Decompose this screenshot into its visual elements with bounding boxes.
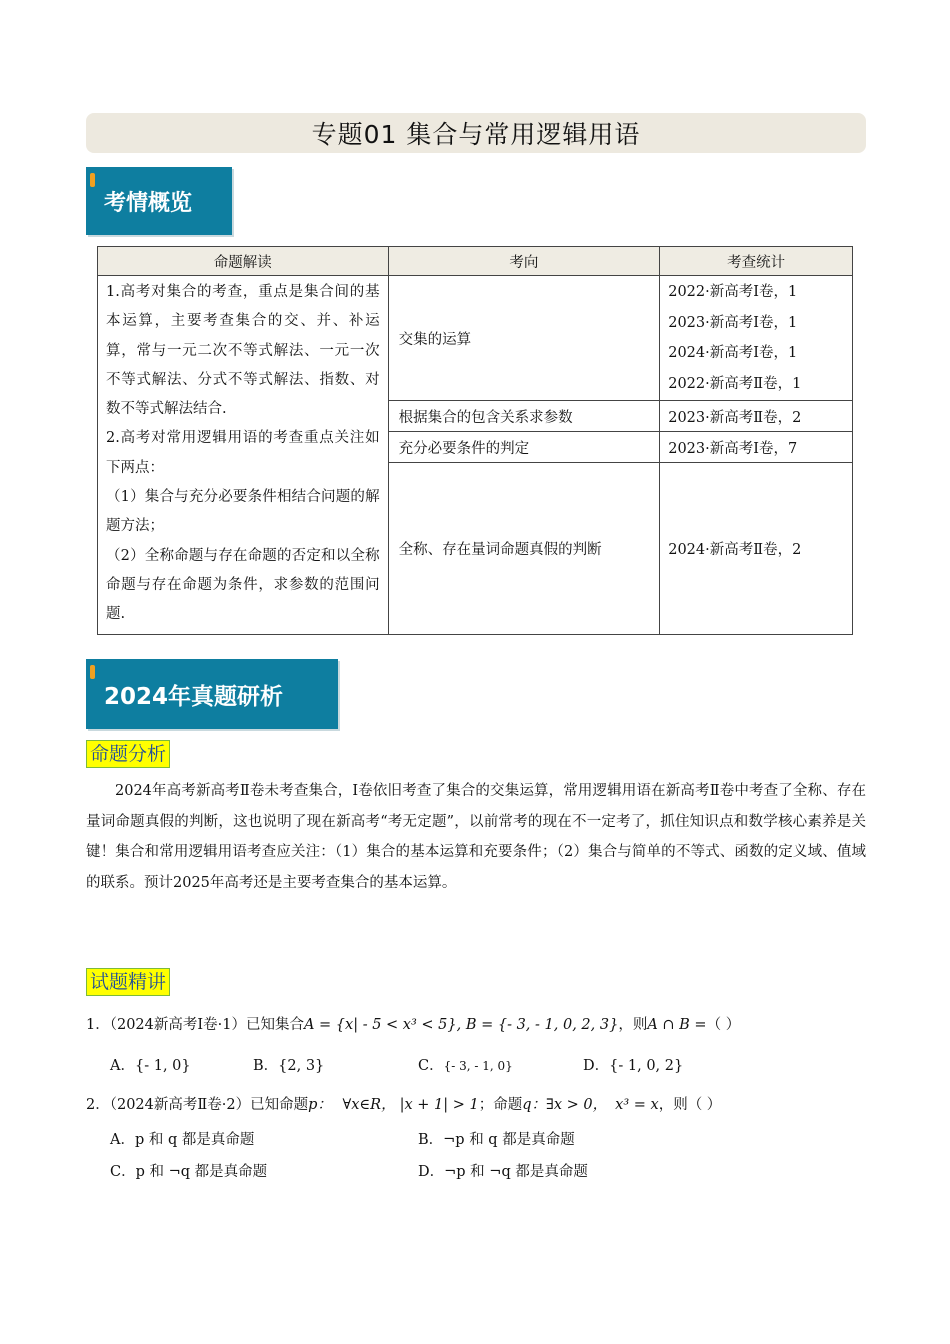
section-badge-label: 考情概览 (104, 190, 193, 216)
option-letter: A． (110, 1132, 135, 1148)
option-letter: C． (110, 1164, 136, 1180)
description-paragraph: 1.高考对集合的考查，重点是集合间的基本运算，主要考查集合的交、并、补运算，常与一元二次不等式解法、一元一次不等式解法、分式不等式解法、指数、对数不等式解法结合. (106, 284, 380, 418)
answer-blank: （ ） (706, 1017, 741, 1033)
proposition-q-label: q： (522, 1097, 547, 1113)
table-header-cell: 考向 (388, 247, 660, 276)
option-a[interactable] (110, 1054, 191, 1075)
option-c[interactable] (418, 1054, 513, 1075)
practice-heading: 试题精讲 (86, 968, 170, 996)
stat-line: 2022·新高考Ⅰ卷，1 (668, 284, 798, 301)
stats-cell: 2023·新高考Ⅰ卷，7 (660, 432, 853, 463)
stat-line: 2023·新高考Ⅰ卷，1 (668, 314, 798, 331)
stats-cell: 2023·新高考Ⅱ卷，2 (660, 401, 853, 432)
page-title: 专题01 集合与常用逻辑用语 (86, 113, 866, 153)
direction-cell: 充分必要条件的判定 (388, 432, 660, 463)
description-cell (98, 276, 389, 635)
question-1-suffix: ，则 (618, 1017, 648, 1033)
condition-1: |x + 1| > 1 (399, 1097, 479, 1113)
direction-cell: 根据集合的包含关系求参数 (388, 401, 660, 432)
section-badge-overview (86, 167, 232, 235)
table-header-row (98, 247, 853, 276)
option-letter: B． (253, 1058, 279, 1074)
question-1-prefix: 1．（2024新高考Ⅰ卷·1）已知集合 (86, 1017, 304, 1033)
option-value: p 和 q 都是真命题 (134, 1132, 255, 1148)
option-b[interactable] (253, 1054, 324, 1075)
description-paragraph: 2.高考对常用逻辑用语的考查重点关注如下两点： (106, 430, 380, 476)
stat-line: 2022·新高考Ⅱ卷，1 (668, 375, 802, 392)
option-value: ¬p 和 q 都是真命题 (443, 1132, 575, 1148)
description-paragraph: （2）全称命题与存在命题的否定和以全称命题与存在命题为条件，求参数的范围问题. (106, 547, 380, 623)
table-header-cell: 命题解读 (98, 247, 389, 276)
badge-tab-decoration (90, 665, 95, 679)
option-value: {- 1, 0} (134, 1058, 191, 1074)
question-2-mid: ；命题 (478, 1097, 523, 1113)
option-value: {- 3, - 1, 0} (443, 1059, 513, 1073)
option-d[interactable] (583, 1054, 683, 1075)
badge-tab-decoration (90, 173, 95, 187)
exists-quantifier: ∃x > 0， (546, 1097, 608, 1113)
forall-quantifier: ∀x∈R， (342, 1097, 396, 1113)
intersection-expression: A ∩ B = (647, 1017, 707, 1033)
option-letter: C． (418, 1058, 444, 1074)
section-badge-label: 2024年真题研析 (104, 683, 284, 710)
table-header-cell: 考查统计 (660, 247, 853, 276)
direction-cell: 交集的运算 (388, 276, 660, 401)
question-2-prefix: 2．（2024新高考Ⅱ卷·2）已知命题 (86, 1097, 309, 1113)
question-1 (86, 1013, 740, 1034)
stat-line: 2024·新高考Ⅰ卷，1 (668, 345, 798, 362)
section-badge-research (86, 659, 338, 729)
overview-table (97, 246, 853, 635)
table-row (98, 276, 853, 401)
direction-cell: 全称、存在量词命题真假的判断 (388, 463, 660, 634)
analysis-heading: 命题分析 (86, 740, 170, 768)
option-value: ¬p 和 ¬q 都是真命题 (444, 1164, 588, 1180)
option-d[interactable] (418, 1160, 588, 1181)
question-2 (86, 1093, 721, 1114)
stats-cell (660, 276, 853, 401)
set-a-expression: A = {x| - 5 < x³ < 5} (303, 1017, 457, 1033)
question-2-suffix: ，则（ ） (658, 1097, 722, 1113)
option-c[interactable] (110, 1160, 267, 1181)
option-letter: D． (583, 1058, 610, 1074)
set-b-expression: , B = {- 3, - 1, 0, 2, 3} (456, 1017, 619, 1033)
option-b[interactable] (418, 1128, 575, 1149)
option-value: {2, 3} (278, 1058, 325, 1074)
option-value: p 和 ¬q 都是真命题 (135, 1164, 268, 1180)
stats-cell: 2024·新高考Ⅱ卷，2 (660, 463, 853, 634)
description-paragraph: （1）集合与充分必要条件相结合问题的解题方法； (106, 489, 380, 535)
option-letter: D． (418, 1164, 445, 1180)
analysis-text: 2024年高考新高考Ⅱ卷未考查集合，Ⅰ卷依旧考查了集合的交集运算，常用逻辑用语在新高考Ⅱ卷中考查了全称、存在量词命题真假的判断，这也说明了现在新高考“考无定题”，以前常考的现在不一定考了，抓住知识点和数学核心素养是关键！集合和常用逻辑用语考查应关注：（1）集合的基本运算和充要条件；（2）集合与简单的不等式、函数的定义域、值域的联系。预计2025年高考还是主要考查集合的基本运算。 (86, 783, 866, 891)
condition-2: x³ = x (615, 1097, 659, 1113)
option-value: {- 1, 0, 2} (609, 1058, 684, 1074)
option-letter: A． (110, 1058, 135, 1074)
option-a[interactable] (110, 1128, 254, 1149)
proposition-p-label: p： (308, 1097, 332, 1113)
option-letter: B． (418, 1132, 444, 1148)
